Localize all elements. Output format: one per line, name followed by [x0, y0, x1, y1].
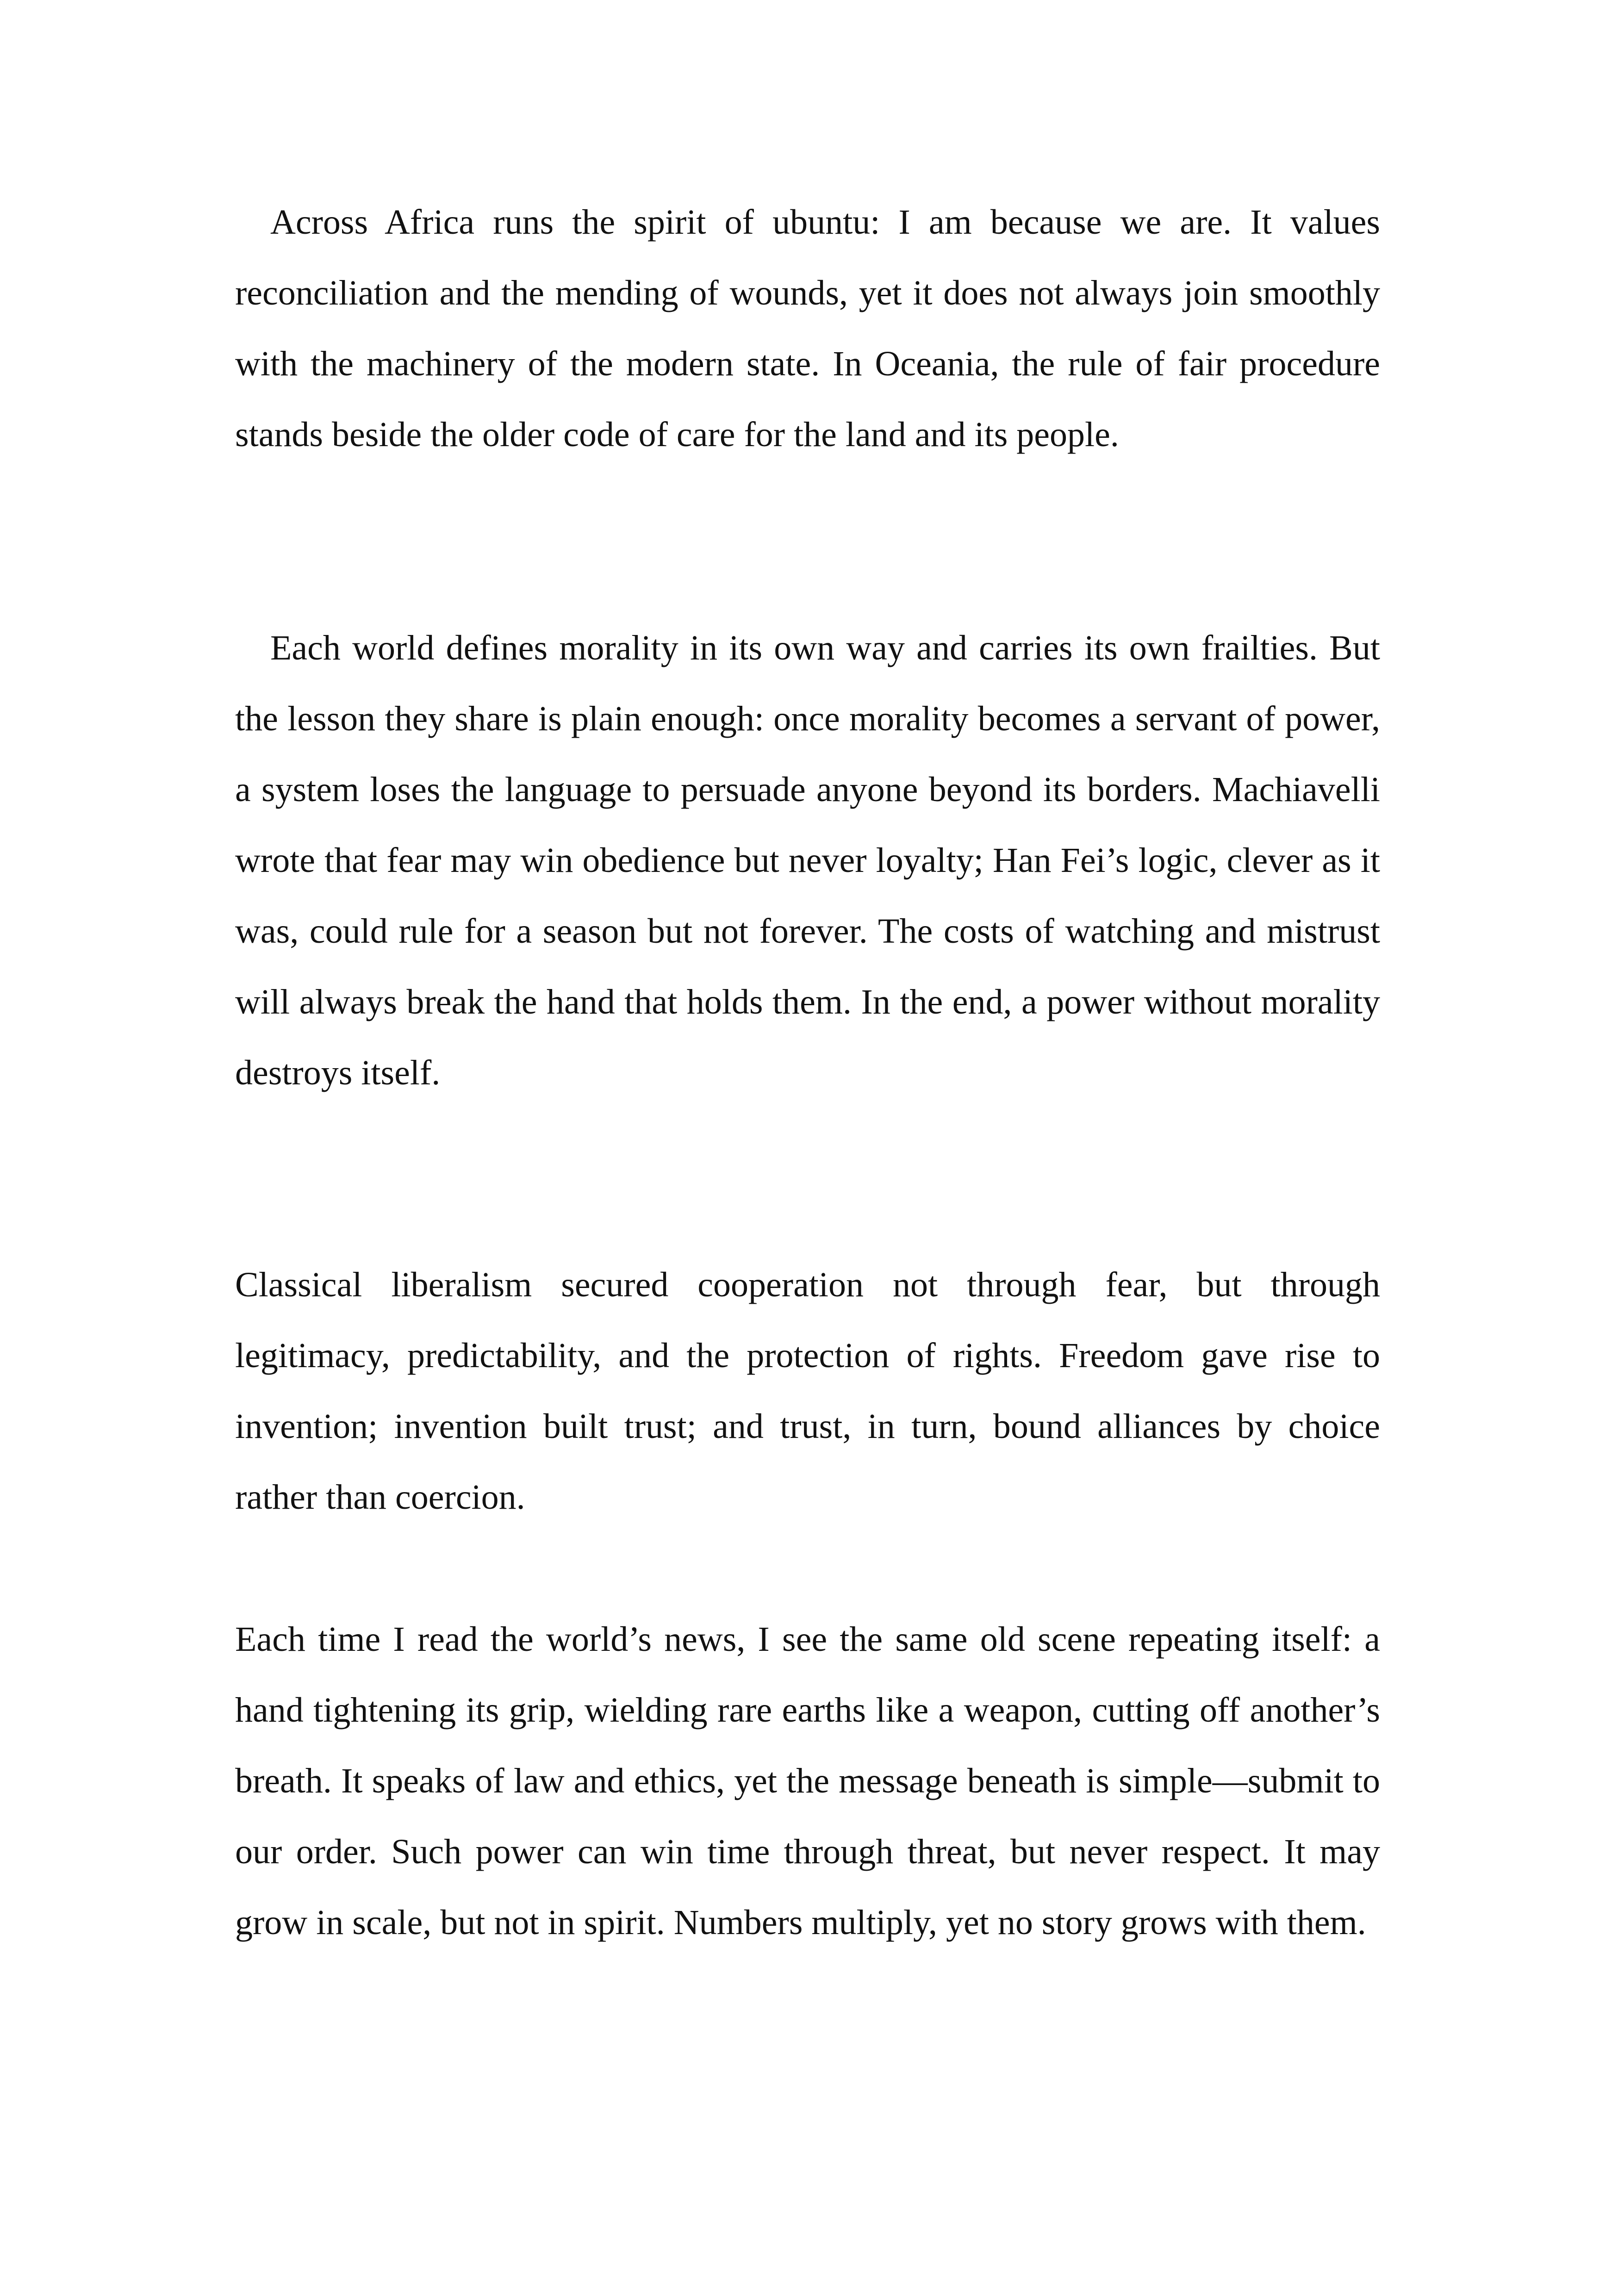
paragraph-classical-liberalism: Classical liberalism secured cooperation not through fear, but through legitimacy, predictability, and the protection of rights. Freedom gave rise to invention; invention built trust; and trust, in turn, bound alliances by choice rather than coercion. [235, 1265, 1380, 1517]
paragraph-morality-and-power: Each world defines morality in its own way and carries its own frailties. But the lesson they share is plain enough: once morality becomes a servant of power, a system loses the language to persuade anyone beyond its borders. Machiavelli wrote that fear may win obedience but never loyalty; Han Fei’s logic, clever as it was, could rule for a season but not forever. The costs of watching and mistrust will always break the hand that holds them. In the end, a power without morality destroys itself. [235, 628, 1380, 1092]
paragraph-world-news: Each time I read the world’s news, I see the same old scene repeating itself: a hand tightening its grip, wielding rare earths like a weapon, cutting off another’s breath. It speaks of law and ethics, yet the message beneath is simple—submit to our order. Such power can win time through threat, but never respect. It may grow in scale, but not in spirit. Numbers multiply, yet no story grows with them. [235, 1620, 1380, 1942]
paragraph-ubuntu: Across Africa runs the spirit of ubuntu: I am because we are. It values reconciliation and the mending of wounds, yet it does not always join smoothly with the machinery of the modern state. In Oceania, the rule of fair procedure stands beside the older code of care for the land and its people. [235, 203, 1380, 454]
